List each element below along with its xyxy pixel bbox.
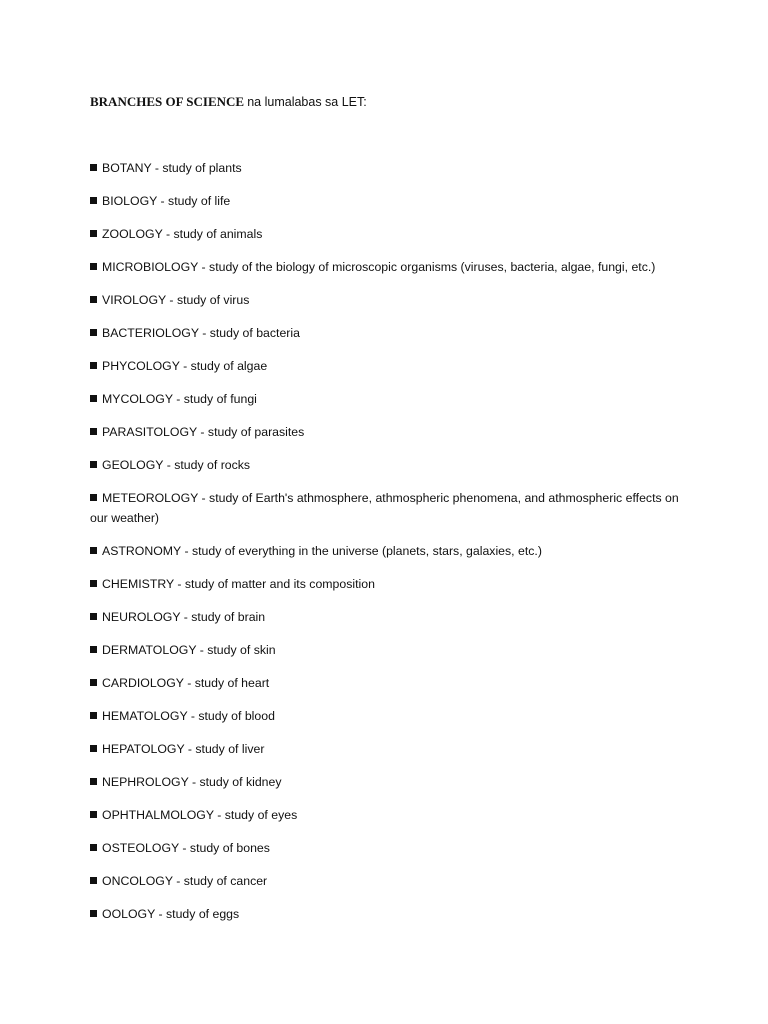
list-item-text: GEOLOGY - study of rocks (102, 458, 251, 472)
list-item-text: HEMATOLOGY - study of blood (102, 709, 275, 723)
list-item (90, 323, 680, 343)
square-bullet-icon (90, 679, 97, 686)
square-bullet-icon (90, 230, 97, 237)
list-item-text: ASTRONOMY - study of everything in the universe (planets, stars, galaxies, etc.) (102, 544, 542, 558)
list-item-text: CHEMISTRY - study of matter and its composition (102, 577, 375, 591)
list-item (90, 389, 680, 409)
list-item-text: HEPATOLOGY - study of liver (102, 742, 265, 756)
list-item (90, 904, 680, 924)
list-item (90, 191, 680, 211)
square-bullet-icon (90, 580, 97, 587)
list-item-text: NEUROLOGY - study of brain (102, 610, 266, 624)
list-item (90, 607, 680, 627)
list-item-text: BACTERIOLOGY - study of bacteria (102, 326, 300, 340)
list-item (90, 706, 680, 726)
list-item (90, 673, 680, 693)
square-bullet-icon (90, 428, 97, 435)
list-item (90, 640, 680, 660)
list-item (90, 739, 680, 759)
square-bullet-icon (90, 646, 97, 653)
list-item (90, 356, 680, 376)
list-item-text: BIOLOGY - study of life (102, 194, 231, 208)
square-bullet-icon (90, 547, 97, 554)
square-bullet-icon (90, 811, 97, 818)
list-item-text: MICROBIOLOGY - study of the biology of microscopic organisms (viruses, bacteria, algae, fungi, etc.) (102, 260, 656, 274)
heading-subtitle: na lumalabas sa LET: (247, 95, 367, 109)
list-item (90, 224, 680, 244)
square-bullet-icon (90, 613, 97, 620)
square-bullet-icon (90, 778, 97, 785)
list-item-text: MYCOLOGY - study of fungi (102, 392, 257, 406)
square-bullet-icon (90, 910, 97, 917)
square-bullet-icon (90, 296, 97, 303)
list-item-text: VIROLOGY - study of virus (102, 293, 250, 307)
list-item-text: NEPHROLOGY - study of kidney (102, 775, 282, 789)
square-bullet-icon (90, 329, 97, 336)
square-bullet-icon (90, 263, 97, 270)
list-item-text: OSTEOLOGY - study of bones (102, 841, 270, 855)
list-item (90, 158, 680, 178)
list-item (90, 290, 680, 310)
square-bullet-icon (90, 164, 97, 171)
square-bullet-icon (90, 395, 97, 402)
branches-list (90, 158, 680, 937)
list-item (90, 422, 680, 442)
list-item-text: OPHTHALMOLOGY - study of eyes (102, 808, 298, 822)
square-bullet-icon (90, 745, 97, 752)
square-bullet-icon (90, 197, 97, 204)
list-item-text: ZOOLOGY - study of animals (102, 227, 263, 241)
document-heading (90, 93, 690, 111)
list-item-text: OOLOGY - study of eggs (102, 907, 240, 921)
list-item-text: PARASITOLOGY - study of parasites (102, 425, 305, 439)
list-item (90, 772, 680, 792)
list-item (90, 805, 680, 825)
list-item-text: DERMATOLOGY - study of skin (102, 643, 276, 657)
square-bullet-icon (90, 844, 97, 851)
list-item (90, 838, 680, 858)
square-bullet-icon (90, 362, 97, 369)
list-item-text: ONCOLOGY - study of cancer (102, 874, 268, 888)
square-bullet-icon (90, 494, 97, 501)
list-item (90, 541, 680, 561)
square-bullet-icon (90, 461, 97, 468)
list-item (90, 455, 680, 475)
heading-title: BRANCHES OF SCIENCE (90, 94, 245, 109)
list-item-text: CARDIOLOGY - study of heart (102, 676, 270, 690)
list-item-text: PHYCOLOGY - study of algae (102, 359, 268, 373)
list-item (90, 574, 680, 594)
list-item-text: METEOROLOGY - study of Earth's athmosphere, athmospheric phenomena, and athmospheric effects on our weather) (90, 491, 679, 525)
list-item-text: BOTANY - study of plants (102, 161, 242, 175)
square-bullet-icon (90, 712, 97, 719)
list-item (90, 871, 680, 891)
square-bullet-icon (90, 877, 97, 884)
list-item (90, 488, 680, 528)
list-item (90, 257, 680, 277)
